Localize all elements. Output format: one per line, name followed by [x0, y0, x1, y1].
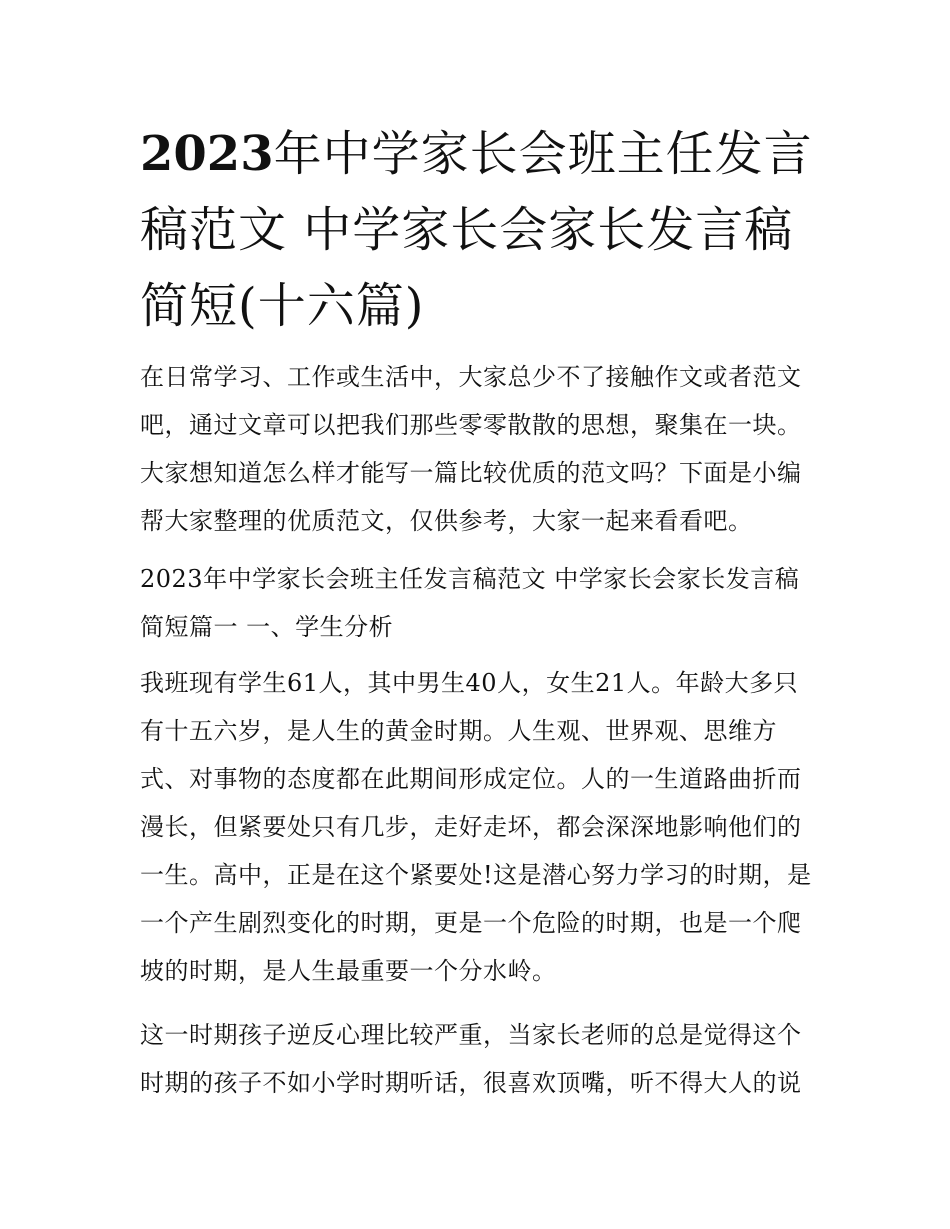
section-heading: 2023年中学家长会班主任发言稿范文 中学家长会家长发言稿简短篇一 一、学生分析 [140, 565, 800, 641]
title-year: 2023 [140, 126, 274, 182]
document-title [140, 116, 820, 344]
student-analysis-paragraph: 我班现有学生61人，其中男生40人，女生21人。年龄大多只有十五六岁，是人生的黄金时期。人生观、世界观、思维方式、对事物的态度都在此期间形成定位。人的一生道路曲折而漫长，但紧要处只有几步，走好走坏，都会深深地影响他们的一生。高中，正是在这个紧要处!这是潜心努力学习的时期，是一个产生剧烈变化的时期，更是一个危险的时期，也是一个爬坡的时期，是人生最重要一个分水岭。 [140, 669, 812, 985]
rebellion-paragraph: 这一时期孩子逆反心理比较严重，当家长老师的总是觉得这个时期的孩子不如小学时期听话，很喜欢顶嘴，听不得大人的说 [140, 1021, 802, 1097]
title-text: 年中学家长会班主任发言稿范文 中学家长会家长发言稿简短(十六篇) [140, 126, 813, 334]
intro-paragraph: 在日常学习、工作或生活中，大家总少不了接触作文或者范文吧，通过文章可以把我们那些零零散散的思想，聚集在一块。大家想知道怎么样才能写一篇比较优质的范文吗？下面是小编帮大家整理的优质范文，仅供参考，大家一起来看看吧。 [140, 363, 802, 535]
